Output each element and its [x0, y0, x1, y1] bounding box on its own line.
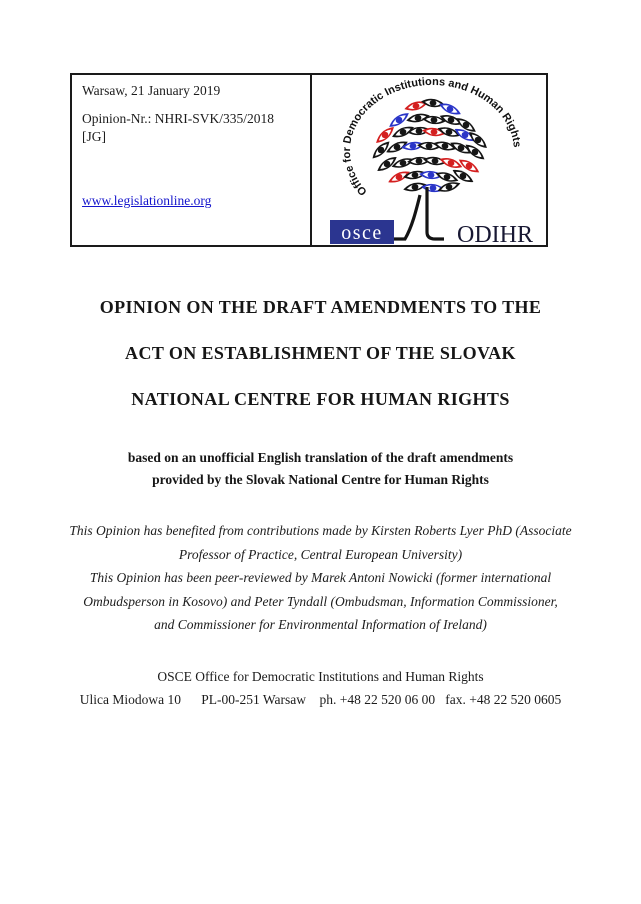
credits-line: Ombudsperson in Kosovo) and Peter Tyndall (Ombudsman, Information Commissioner,	[83, 593, 558, 609]
title-line: NATIONAL CENTRE FOR HUMAN RIGHTS	[131, 389, 510, 409]
document-subtitle	[0, 447, 641, 491]
subtitle-line: provided by the Slovak National Centre for Human Rights	[152, 472, 489, 487]
logo-cell	[312, 75, 546, 245]
office-name-line: OSCE Office for Democratic Institutions and Human Rights	[157, 669, 484, 684]
office-contact-line: Ulica Miodowa 10 PL-00-251 Warsaw ph. +48 22 520 06 00 fax. +48 22 520 0605	[79, 692, 562, 707]
logo-arc-text: Office for Democratic Institutions and Human Rights	[340, 75, 523, 198]
eye-tree-crown-icon	[370, 97, 490, 194]
title-line: OPINION ON THE DRAFT AMENDMENTS TO THE	[99, 297, 542, 317]
legislationline-link[interactable]: www.legislationline.org	[82, 193, 212, 208]
document-title	[0, 284, 641, 422]
osce-wordmark	[330, 220, 394, 244]
header-box	[70, 73, 548, 247]
credits-note	[0, 519, 641, 637]
credits-line: Professor of Practice, Central European University)	[178, 546, 463, 562]
header-meta-cell	[72, 75, 312, 245]
credits-line: This Opinion has benefited from contributions made by Kirsten Roberts Lyer PhD (Associate	[69, 523, 572, 538]
osce-odihr-logo	[312, 75, 546, 245]
credits-line: and Commissioner for Environmental Information of Ireland)	[154, 617, 487, 632]
title-line: ACT ON ESTABLISHMENT OF THE SLOVAK	[125, 343, 516, 363]
odihr-wordmark-text: ODIHR	[457, 222, 533, 245]
office-address	[0, 665, 641, 711]
opinion-number: Opinion-Nr.: NHRI-SVK/335/2018 [JG]	[82, 111, 274, 144]
osce-wordmark-text: osce	[341, 222, 383, 244]
subtitle-line: based on an unofficial English translation of the draft amendments	[127, 450, 514, 465]
document-date: Warsaw, 21 January 2019	[82, 83, 221, 98]
tree-trunk-icon	[393, 187, 444, 239]
credits-line: This Opinion has been peer-reviewed by Marek Antoni Nowicki (former international	[89, 570, 552, 585]
